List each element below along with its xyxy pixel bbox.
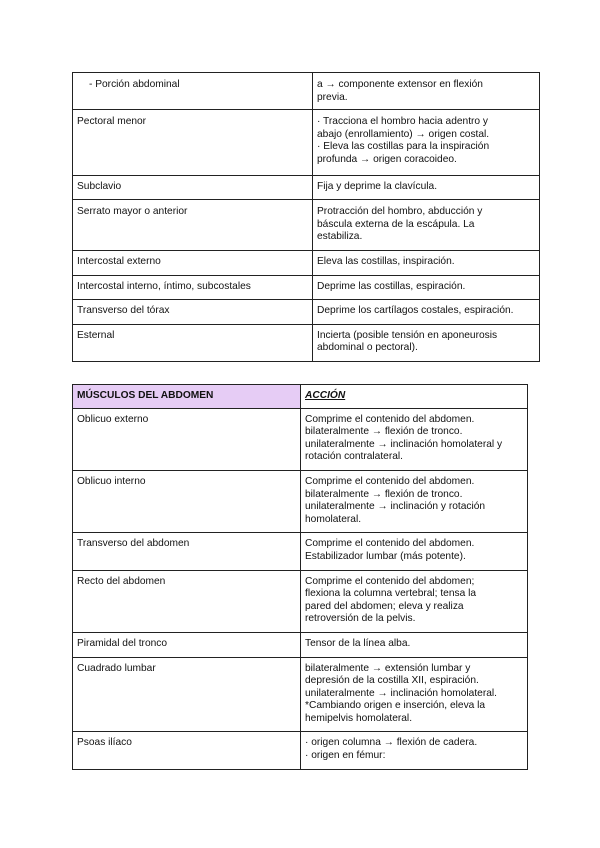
table-row (73, 657, 528, 732)
action-text-line: unilateralmente → inclinación homolateral. (305, 687, 497, 699)
muscle-name-cell (73, 300, 313, 325)
muscle-name-cell (73, 732, 301, 769)
action-text-line: flexiona la columna vertebral; tensa la (305, 588, 477, 600)
table-row (73, 300, 540, 325)
muscle-name: Oblicuo interno (77, 475, 146, 487)
action-text-line: bilateralmente → flexión de tronco. (305, 426, 463, 438)
muscle-action-cell (301, 470, 528, 532)
muscle-action-cell (301, 533, 528, 570)
action-text-line: Deprime los cartílagos costales, espiración. (317, 305, 514, 317)
action-text-line: retroversión de la pelvis. (305, 613, 416, 625)
action-text-line: Comprime el contenido del abdomen. (305, 413, 475, 425)
action-text-line: previa. (317, 91, 348, 103)
action-text-line: báscula externa de la escápula. La (317, 218, 475, 230)
muscle-name-cell (73, 324, 313, 361)
action-text-line: unilateralmente → inclinación homolateral y (305, 438, 503, 450)
muscle-name-cell (73, 533, 301, 570)
muscle-name-cell (73, 200, 313, 251)
action-text-line: Estabilizador lumbar (más potente). (305, 550, 466, 562)
action-text-line: Deprime las costillas, espiración. (317, 280, 466, 292)
muscle-action-cell (301, 732, 528, 769)
action-text-line: · origen columna → flexión de cadera. (305, 737, 478, 749)
action-text-line: Eleva las costillas, inspiración. (317, 255, 455, 267)
muscle-name: Oblicuo externo (77, 413, 149, 425)
action-text-line: *Cambiando origen e inserción, eleva la (305, 700, 486, 712)
action-text-line: estabiliza. (317, 231, 363, 243)
table-abdomen-muscles (72, 384, 528, 770)
muscle-action-cell (301, 570, 528, 632)
action-text-line: · Eleva las costillas para la inspiración (317, 141, 490, 153)
muscle-name-cell (73, 73, 313, 110)
muscle-action-cell (313, 175, 540, 200)
action-text-line: a → componente extensor en flexión (317, 79, 483, 90)
muscle-name-cell (73, 110, 313, 175)
table-row (73, 570, 528, 632)
table-row (73, 200, 540, 251)
muscle-action-cell (313, 73, 540, 110)
action-text-line: hemipelvis homolateral. (305, 712, 413, 724)
muscle-name: Intercostal externo (77, 255, 161, 267)
action-text-line: Comprime el contenido del abdomen. (305, 538, 475, 550)
table-row (73, 110, 540, 175)
action-text-line: Comprime el contenido del abdomen; (305, 575, 475, 587)
muscle-action-cell (313, 300, 540, 325)
muscle-name: Serrato mayor o anterior (77, 206, 188, 218)
action-text-line: Incierta (posible tensión en aponeurosis (317, 329, 498, 341)
action-text-line: abdominal o pectoral). (317, 342, 418, 354)
muscle-name: Intercostal interno, íntimo, subcostales (77, 280, 251, 292)
action-text-line: Fija y deprime la clavícula. (317, 180, 438, 192)
muscle-action-cell (313, 324, 540, 361)
muscle-name-cell (73, 175, 313, 200)
table-thoracic-muscles (72, 72, 540, 362)
action-text-line: unilateralmente → inclinación y rotación (305, 501, 486, 513)
table-row (73, 250, 540, 275)
action-text-line: Tensor de la línea alba. (305, 637, 411, 649)
muscle-name: Transverso del tórax (77, 305, 170, 317)
action-text-line: rotación contralateral. (305, 451, 403, 463)
muscle-name: Subclavio (77, 180, 122, 192)
muscle-name: Recto del abdomen (77, 575, 166, 587)
muscle-name: - Porción abdominal (89, 79, 180, 90)
table-row (73, 408, 528, 470)
action-text-line: · origen en fémur: (305, 750, 386, 762)
muscle-name-cell (73, 408, 301, 470)
muscle-name: Psoas ilíaco (77, 737, 132, 749)
action-text-line: Comprime el contenido del abdomen. (305, 475, 475, 487)
muscle-name-cell (73, 275, 313, 300)
muscle-action-cell (301, 632, 528, 657)
action-text-line: pared del abdomen; eleva y realiza (305, 600, 464, 612)
muscle-action-cell (313, 250, 540, 275)
action-text-line: profunda → origen coracoideo. (317, 153, 457, 165)
table-row (73, 732, 528, 769)
muscle-name-cell (73, 250, 313, 275)
table-row (73, 275, 540, 300)
muscle-name-cell (73, 470, 301, 532)
action-text-line: homolateral. (305, 513, 362, 525)
action-text-line: bilateralmente → extensión lumbar y (305, 662, 471, 674)
header-action: ACCIÓN (301, 385, 528, 409)
table-row (73, 175, 540, 200)
table-row (73, 632, 528, 657)
muscle-name: Esternal (77, 329, 115, 341)
table-row (73, 533, 528, 570)
muscle-name-cell (73, 632, 301, 657)
table-row (73, 324, 540, 361)
muscle-action-cell (301, 657, 528, 732)
action-text-line: abajo (enrollamiento) → origen costal. (317, 128, 490, 140)
action-text-line: · Tracciona el hombro hacia adentro y (317, 116, 489, 128)
table-header-row (73, 385, 528, 409)
muscle-name-cell (73, 657, 301, 732)
muscle-action-cell (313, 110, 540, 175)
action-text-line: depresión de la costilla XII, espiración. (305, 675, 479, 687)
header-muscles: MÚSCULOS DEL ABDOMEN (73, 385, 301, 409)
muscle-name: Piramidal del tronco (77, 637, 168, 649)
muscle-action-cell (313, 275, 540, 300)
muscle-name: Transverso del abdomen (77, 538, 190, 550)
muscle-name: Pectoral menor (77, 116, 147, 128)
muscle-action-cell (301, 408, 528, 470)
muscle-name-cell (73, 570, 301, 632)
action-text-line: Protracción del hombro, abducción y (317, 206, 483, 218)
action-text-line: bilateralmente → flexión de tronco. (305, 488, 463, 500)
table-row (73, 73, 540, 110)
muscle-action-cell (313, 200, 540, 251)
table-row (73, 470, 528, 532)
muscle-name: Cuadrado lumbar (77, 662, 156, 674)
